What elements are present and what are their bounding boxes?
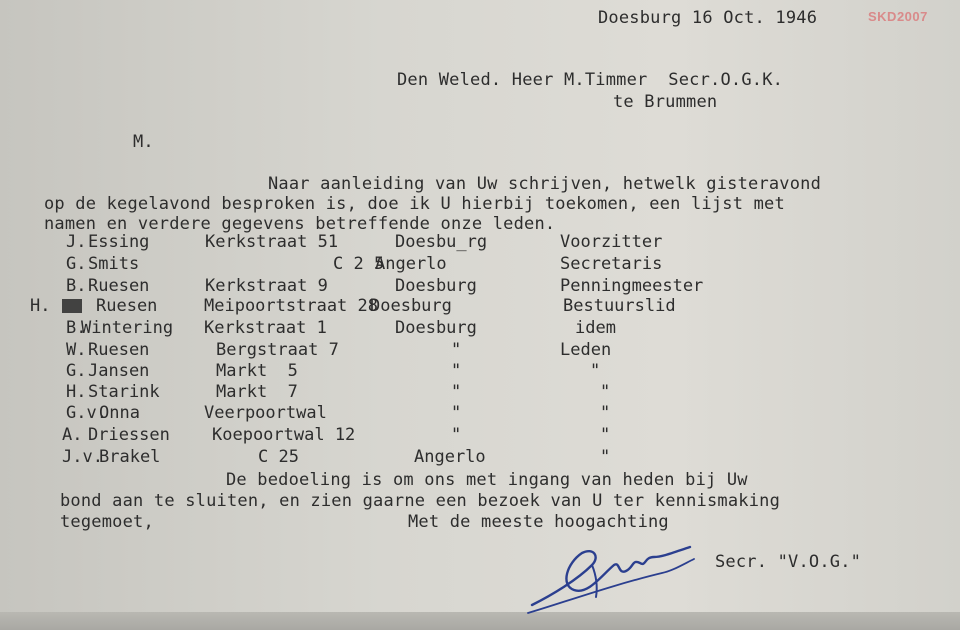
- member-place: ": [451, 403, 462, 423]
- member-place: ": [451, 361, 462, 381]
- member-role: ": [600, 425, 611, 445]
- watermark-text: SKD2007: [868, 9, 928, 24]
- member-place: ": [451, 425, 462, 445]
- member-role: Voorzitter: [560, 232, 663, 252]
- member-initial: H.: [30, 296, 51, 316]
- member-address: Koepoortwal 12: [212, 425, 356, 445]
- member-name: Ruesen: [96, 296, 158, 316]
- member-address: C 25: [258, 447, 299, 467]
- member-place: Doesburg: [395, 318, 477, 338]
- member-role: ": [600, 447, 611, 467]
- member-name: Starink: [88, 382, 160, 402]
- member-name: Ruesen: [88, 276, 150, 296]
- member-role: Secretaris: [560, 254, 663, 274]
- closing-line-2: bond aan te sluiten, en zien gaarne een bezoek van U ter kennismaking: [60, 491, 781, 511]
- member-place: ": [451, 382, 462, 402]
- member-initial: B.: [66, 276, 87, 296]
- member-address: Meipoortstraat 28: [204, 296, 378, 316]
- member-initial: A.: [62, 425, 83, 445]
- member-role: ": [600, 382, 611, 402]
- member-address: Kerkstraat 51: [205, 232, 339, 252]
- member-address: Markt 5: [216, 361, 298, 381]
- member-initial: J.v.: [62, 447, 103, 467]
- member-initial: G.v.: [66, 403, 107, 423]
- intro-line-1: Naar aanleiding van Uw schrijven, hetwelk gisteravond: [268, 174, 822, 194]
- member-place: Doesburg: [370, 296, 452, 316]
- member-address: Bergstraat 7: [216, 340, 339, 360]
- member-address: C 2 5: [333, 254, 385, 274]
- member-role: Penningmeester: [560, 276, 704, 296]
- member-initial: B.: [66, 318, 87, 338]
- member-role: ": [590, 361, 601, 381]
- closing-line-1: De bedoeling is om ons met ingang van heden bij Uw: [226, 470, 748, 490]
- member-initial: G.: [66, 254, 87, 274]
- member-role: ": [600, 403, 611, 423]
- typed-over-mark: [62, 299, 82, 313]
- paper-edge-shadow: [0, 612, 960, 630]
- intro-line-2: op de kegelavond besproken is, doe ik U hierbij toekomen, een lijst met: [44, 194, 785, 214]
- member-name: Onna: [99, 403, 140, 423]
- handwritten-signature: [522, 535, 702, 620]
- member-role: Leden: [560, 340, 612, 360]
- recipient-line-2: te Brummen: [613, 92, 718, 112]
- intro-line-3: namen en verdere gegevens betreffende onze leden.: [44, 214, 556, 234]
- member-initial: H.: [66, 382, 87, 402]
- member-name: Driessen: [88, 425, 170, 445]
- member-name: Essing: [88, 232, 150, 252]
- member-address: Kerkstraat 9: [205, 276, 328, 296]
- place-date: Doesburg 16 Oct. 1946: [598, 8, 818, 28]
- member-role: Bestuurslid: [563, 296, 676, 316]
- member-place: Doesbu̲rg: [395, 232, 488, 252]
- member-initial: G.: [66, 361, 87, 381]
- member-role: idem: [575, 318, 616, 338]
- member-name: Wintering: [81, 318, 174, 338]
- member-address: Markt 7: [216, 382, 298, 402]
- member-place: Angerlo: [414, 447, 486, 467]
- member-initial: W.: [66, 340, 87, 360]
- closing-line-3: tegemoet,: [60, 512, 154, 532]
- recipient-line-1: Den Weled. Heer M.Timmer Secr.O.G.K.: [397, 70, 784, 90]
- member-address: Veerpoortwal: [204, 403, 327, 423]
- member-address: Kerkstraat 1: [204, 318, 327, 338]
- salutation: M.: [133, 132, 154, 152]
- member-place: Doesburg: [395, 276, 477, 296]
- signature-role: Secr. "V.O.G.": [715, 552, 862, 572]
- member-name: Jansen: [88, 361, 150, 381]
- member-name: Smits: [88, 254, 140, 274]
- member-place: Angerlo: [375, 254, 447, 274]
- member-name: Ruesen: [88, 340, 150, 360]
- member-initial: J.: [66, 232, 87, 252]
- closing-greeting: Met de meeste hoogachting: [408, 512, 669, 532]
- member-name: Brakel: [99, 447, 161, 467]
- member-place: ": [451, 340, 462, 360]
